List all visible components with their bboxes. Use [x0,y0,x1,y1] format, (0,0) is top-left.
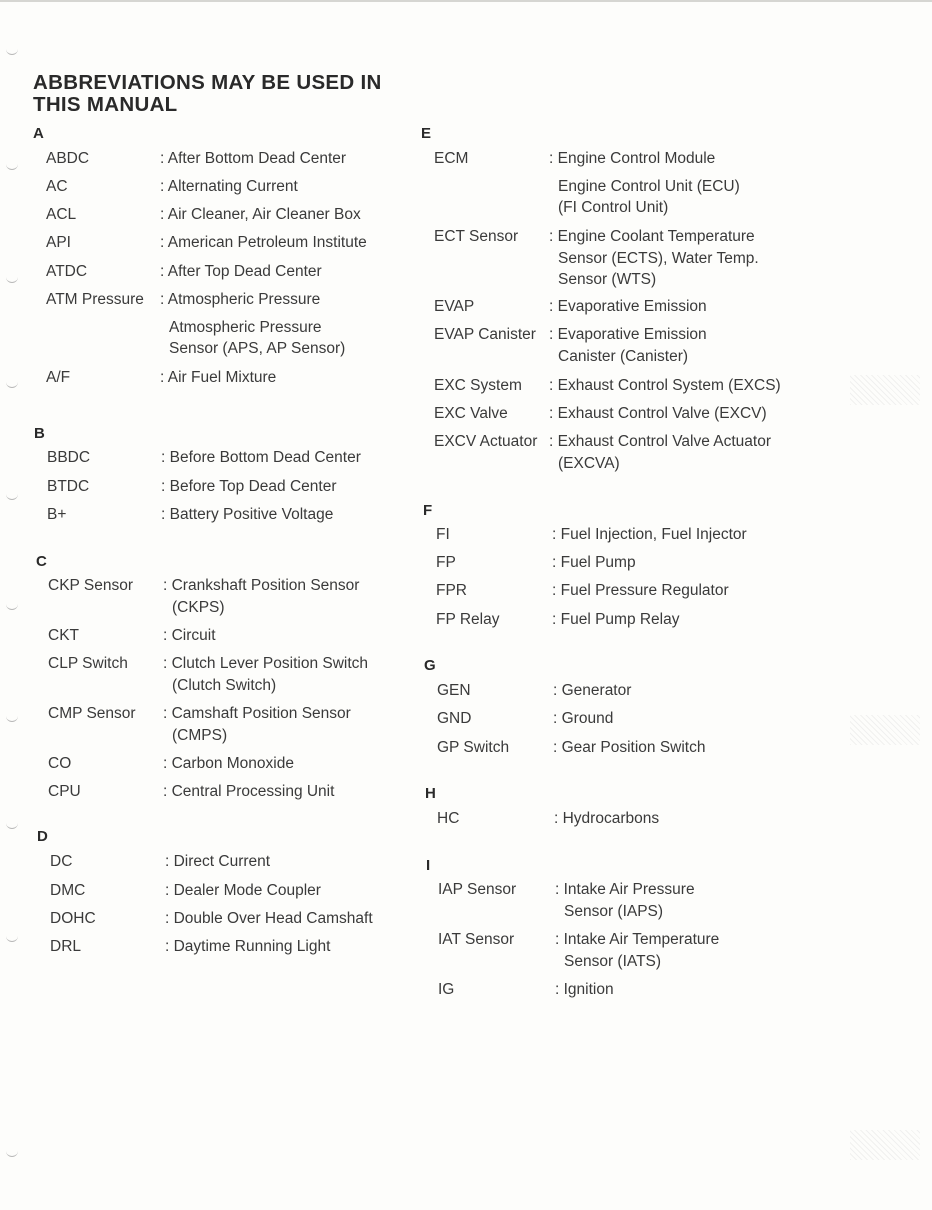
abbreviation-definition: : Before Top Dead Center [161,478,337,495]
abbreviation-term: CKT [48,627,79,644]
abbreviation-definition: : Clutch Lever Position Switch (Clutch Switch) [163,655,369,694]
abbreviation-definition: : Hydrocarbons [554,810,660,827]
abbreviation-definition: : Daytime Running Light [165,938,331,955]
punch-mark [6,822,18,829]
abbreviation-term: FPR [436,582,467,599]
punch-mark [6,1150,18,1157]
punch-mark [6,48,18,55]
abbreviation-definition: : Gear Position Switch [553,739,706,756]
abbreviation-definition: : Fuel Pressure Regulator [552,582,729,599]
section-letter-b: B [34,425,45,442]
abbreviation-term: IAT Sensor [438,931,515,948]
abbreviation-term: FP [436,554,456,571]
abbreviation-definition: : After Bottom Dead Center [160,150,347,167]
punch-mark [6,603,18,610]
punch-mark [6,493,18,500]
scan-noise [850,375,920,405]
abbreviation-term: CLP Switch [48,655,128,672]
abbreviation-definition: : Dealer Mode Coupler [165,882,321,899]
section-letter-g: G [424,657,436,674]
abbreviation-term: FI [436,526,450,543]
section-letter-c: C [36,553,47,570]
abbreviation-term: B+ [47,506,67,523]
abbreviation-definition: : Circuit [163,627,216,644]
abbreviation-term: BTDC [47,478,90,495]
abbreviation-term: AC [46,178,68,195]
abbreviation-definition: : Evaporative Emission Canister (Canister) [549,326,707,365]
abbreviation-definition: : Fuel Pump Relay [552,611,680,628]
abbreviation-term: DC [50,853,73,870]
abbreviation-definition: : Ignition [555,981,614,998]
abbreviation-term: EVAP Canister [434,326,536,343]
section-letter-e: E [421,125,432,142]
abbreviation-definition: : Crankshaft Position Sensor (CKPS) [163,577,360,616]
page-title: ABBREVIATIONS MAY BE USED IN THIS MANUAL [33,71,382,116]
abbreviation-term: DMC [50,882,86,899]
abbreviation-term: BBDC [47,449,91,466]
abbreviation-definition: : Air Cleaner, Air Cleaner Box [160,206,361,223]
section-letter-h: H [425,785,436,802]
abbreviation-term: CKP Sensor [48,577,134,594]
abbreviation-definition: : Double Over Head Camshaft [165,910,373,927]
abbreviation-term: CPU [48,783,81,800]
abbreviation-term: CMP Sensor [48,705,136,722]
abbreviation-definition: : Intake Air Temperature Sensor (IATS) [555,931,720,970]
abbreviation-term: ACL [46,206,77,223]
abbreviation-definition: : Battery Positive Voltage [161,506,334,523]
abbreviation-definition: : Direct Current [165,853,271,870]
abbreviation-term: IG [438,981,455,998]
abbreviation-term: CO [48,755,72,772]
abbreviation-term: A/F [46,369,71,386]
punch-mark [6,381,18,388]
abbreviation-term: DRL [50,938,82,955]
abbreviation-definition: : Camshaft Position Sensor (CMPS) [163,705,351,744]
abbreviation-definition: : Fuel Injection, Fuel Injector [552,526,747,543]
abbreviation-definition: : Exhaust Control System (EXCS) [549,377,781,394]
abbreviation-definition: : Evaporative Emission [549,298,707,315]
page-top-edge [0,0,932,2]
abbreviation-definition: : Atmospheric Pressure Atmospheric Pressure Sensor (APS, AP Sensor) [160,291,346,357]
abbreviation-term: EXCV Actuator [434,433,538,450]
abbreviation-definition: : American Petroleum Institute [160,234,367,251]
abbreviation-term: EXC System [434,377,522,394]
abbreviation-definition: : Alternating Current [160,178,298,195]
abbreviation-term: HC [437,810,460,827]
abbreviation-definition: : Fuel Pump [552,554,636,571]
abbreviation-definition: : After Top Dead Center [160,263,322,280]
abbreviation-term: ATM Pressure [46,291,144,308]
abbreviation-term: FP Relay [436,611,500,628]
abbreviation-definition: : Engine Control Module Engine Control Unit (ECU) (FI Control Unit) [549,150,740,216]
abbreviation-term: EVAP [434,298,475,315]
abbreviation-term: API [46,234,71,251]
scan-noise [850,1130,920,1160]
section-letter-d: D [37,828,48,845]
abbreviation-definition: : Central Processing Unit [163,783,335,800]
abbreviation-definition: : Intake Air Pressure Sensor (IAPS) [555,881,695,920]
abbreviation-definition: : Exhaust Control Valve Actuator (EXCVA) [549,433,771,472]
section-letter-a: A [33,125,44,142]
section-letter-i: I [426,857,431,874]
abbreviation-term: ECM [434,150,469,167]
abbreviation-term: EXC Valve [434,405,508,422]
abbreviation-definition: : Before Bottom Dead Center [161,449,361,466]
punch-mark [6,935,18,942]
punch-mark [6,163,18,170]
abbreviation-definition: : Carbon Monoxide [163,755,294,772]
abbreviation-definition: : Air Fuel Mixture [160,369,277,386]
abbreviation-term: ATDC [46,263,88,280]
abbreviation-definition: : Generator [553,682,632,699]
abbreviation-term: ECT Sensor [434,228,519,245]
abbreviation-definition: : Exhaust Control Valve (EXCV) [549,405,767,422]
abbreviation-definition: : Ground [553,710,614,727]
section-letter-f: F [423,502,433,519]
abbreviation-term: GND [437,710,472,727]
abbreviation-term: GP Switch [437,739,510,756]
abbreviation-term: GEN [437,682,471,699]
abbreviation-term: DOHC [50,910,96,927]
abbreviation-term: IAP Sensor [438,881,517,898]
punch-mark [6,276,18,283]
punch-mark [6,715,18,722]
abbreviation-term: ABDC [46,150,90,167]
abbreviation-definition: : Engine Coolant Temperature Sensor (ECTS), Water Temp. Sensor (WTS) [549,228,759,288]
scan-noise [850,715,920,745]
